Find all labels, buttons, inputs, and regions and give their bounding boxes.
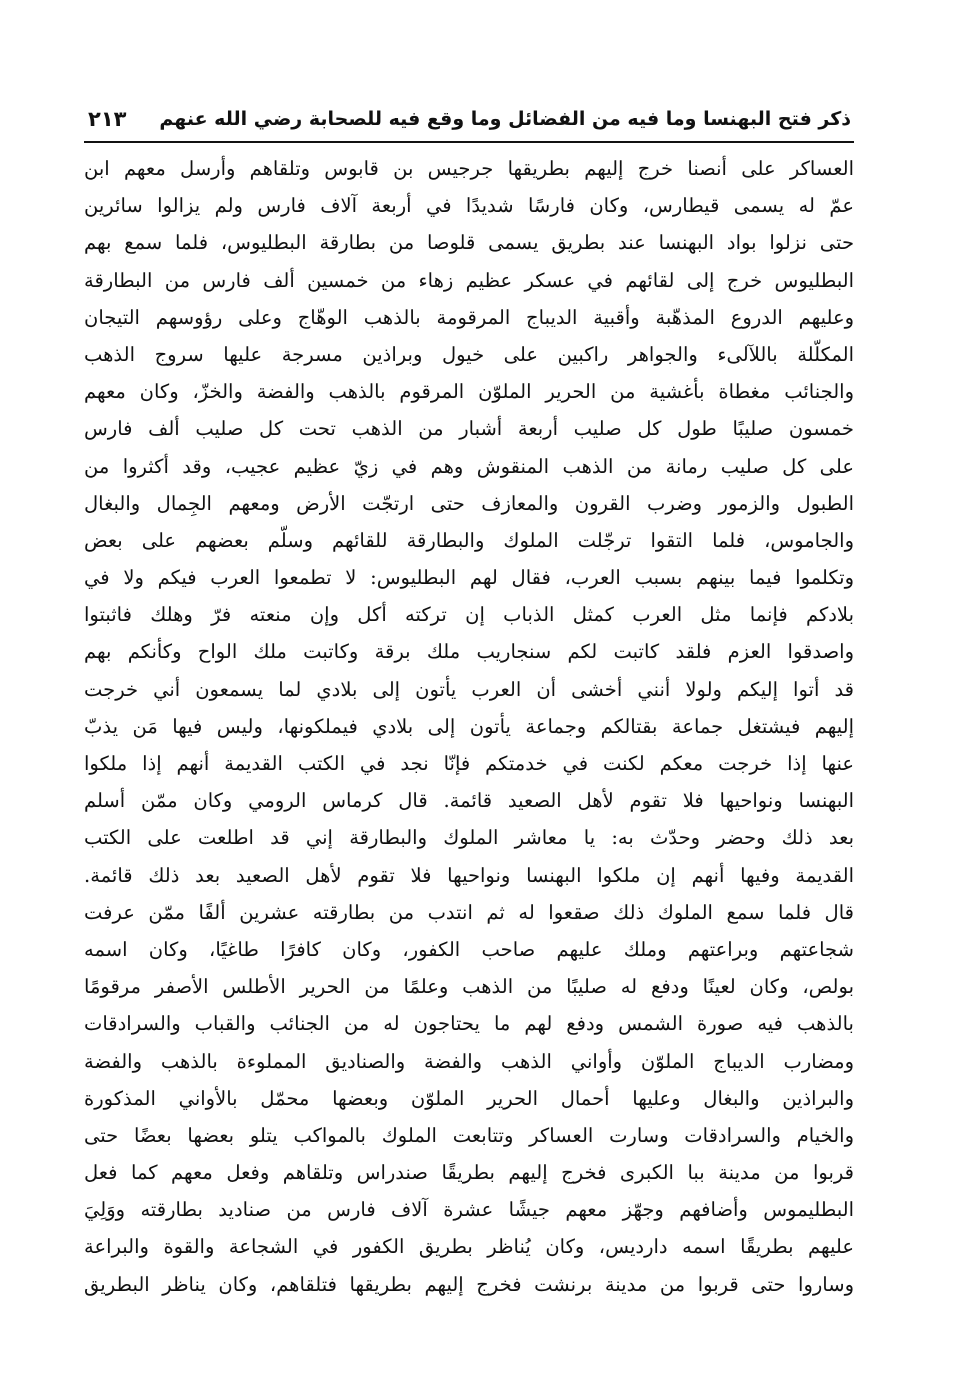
text-line: البهنسا ونواحيها فلا تقوم لأهل الصعيد قائمة. قال كرماس الرومي وكان ممّن أسلم	[84, 789, 854, 813]
text-line: عمّ له يسمى قيطارس، وكان فارسًا شديدًا في أربعة آلاف فارس ولم يزالوا سائرين	[84, 194, 854, 218]
text-line: وعليهم الدروع المذهّبة وأقبية الديباج المرقومة بالذهب الوهّاج وعلى رؤوسهم التيجان	[84, 305, 854, 329]
text-line: بولص، وكان لعينًا ودفع له صليبًا من الذهب وعلمًا من الحرير الأطلس الأصفر مرقومًا	[84, 975, 854, 999]
text-line: شجاعتهم وبراعتهم وملك عليهم صاحب الكفور، وكان كافرًا طاغيًا، وكان اسمه	[84, 937, 854, 961]
text-line: قال فلما سمع الملوك ذلك صقعوا له ثم انتدب من بطارقته عشرين ألفًا ممّن عرفت	[84, 900, 854, 924]
text-line: بالذهب فيه صورة الشمس ودفع لهم ما يحتاجون له من الجنائب والقباب والسرادقات	[84, 1012, 854, 1036]
text-line: والجاموس، فلما التقوا ترجّلت الملوك والبطارقة للقائهم وسلّم بعضهم على بعض	[84, 528, 854, 552]
text-line: البطليموس وأضافهم وجهّز معهم جيشًا عشرة آلاف فارس من صناديد بطارقته ووَلِيَ	[84, 1198, 854, 1222]
text-line: العساكر على أنصنا خرج إليهم بطريقها جرجيس بن قابوس وتلقاهم وأرسل معهم ابن	[84, 157, 854, 180]
page-number: ٢١٣	[88, 107, 127, 131]
page-header	[88, 104, 851, 138]
text-line: وساروا حتى قربوا من مدينة برنشت فخرج إليهم بطريقها فتلقاهم، وكان يناظر البطريق	[84, 1272, 854, 1296]
text-line: والبراذين والبغال وعليها أحمال الحرير الملوّن وبعضها محمّل بالأواني المذكورة	[84, 1086, 854, 1110]
text-line: قد أتوا إليكم ولولا أنني أخشى أن العرب يأتون إلى بلادي لما يسمعون أني خرجت	[84, 677, 854, 701]
text-line: خمسون صليبًا طول كل صليب أربعة أشبار من الذهب تحت كل صليب ألف فارس	[84, 417, 854, 441]
body-text	[84, 150, 854, 1303]
text-line: عنها إذا خرجت معكم لكنت في خدمتكم فإنّا نجد في الكتب القديمة أنهم إذا ملكوا	[84, 752, 854, 775]
running-title: ذكر فتح البهنسا وما فيه من الفضائل وما وقع فيه للصحابة رضي الله عنهم	[159, 108, 851, 130]
text-line: القديمة وفيها أنهم إن ملكوا البهنسا ونواحيها فلا تقوم لأهل الصعيد بعد ذلك قائمة.	[84, 863, 854, 887]
text-line: على كل صليب رمانة من الذهب المنقوش وهم في زيّ عظيم عجيب، وقد أكثروا من	[84, 454, 854, 478]
text-line: إليهم فيشتغل جماعة بقتالكم وجماعة يأتون إلى بلادي فيملكونها، وليس فيها مَن يذبّ	[84, 714, 854, 738]
text-line: الطبول والزمور وضرب القرون والمعازف حتى ارتجّت الأرض ومعهم الجِمال والبغال	[84, 491, 854, 515]
text-line: وتكلموا فيما بينهم بسبب العرب، فقال لهم البطليوس: لا تطمعوا العرب فيكم ولا في	[84, 566, 854, 590]
text-line: والخيام والسرادقات وسارت العساكر وتتابعت الملوك بالمواكب يتلو بعضها بعضًا حتى	[84, 1123, 854, 1147]
text-line: البطليوس خرج إلى لقائهم في عسكر عظيم زهاء من خمسين ألف فارس من البطارقة	[84, 268, 854, 292]
header-divider	[84, 141, 854, 143]
text-line: والجنائب مغطاة بأغشية من الحرير الملوّن المرقوم بالذهب والفضة والخزّ، وكان معهم	[84, 380, 854, 404]
text-line: بعد ذلك وحضر وحدّث به: يا معاشر الملوك والبطارقة إني قد اطلعت على الكتب	[84, 826, 854, 850]
text-line: المكلّلة باللآلىء والجواهر راكبين على خيول وبراذين مسرجة عليها سروج الذهب	[84, 342, 854, 366]
text-line: ومضارب الديباج الملوّن وأواني الذهب والفضة والصناديق المملوءة بالذهب والفضة	[84, 1049, 854, 1073]
text-line: قربوا من مدينة ببا الكبرى فخرج إليهم بطريقًا صندراس وتلقاهم وفعل معهم كما فعل	[84, 1161, 854, 1185]
text-line: حتى نزلوا بواد البهنسا عند بطريق يسمى قلوصا من بطارقة البطليوس، فلما سمع بهم	[84, 231, 854, 255]
text-line: واصدقوا العزم فلقد كاتبت لكم سنجاريب ملك برقة وكاتبت ملك الواح وكأنكم بهم	[84, 640, 854, 664]
text-line: بلادكم فإنما مثل العرب كمثل الذباب إن تركته أكل وإن منعته فرّ وهلك فاثبتوا	[84, 603, 854, 627]
text-line: عليهم بطريقًا اسمه داردیس، وكان يُناظر بطريق الكفور في الشجاعة والقوة والبراعة	[84, 1235, 854, 1259]
